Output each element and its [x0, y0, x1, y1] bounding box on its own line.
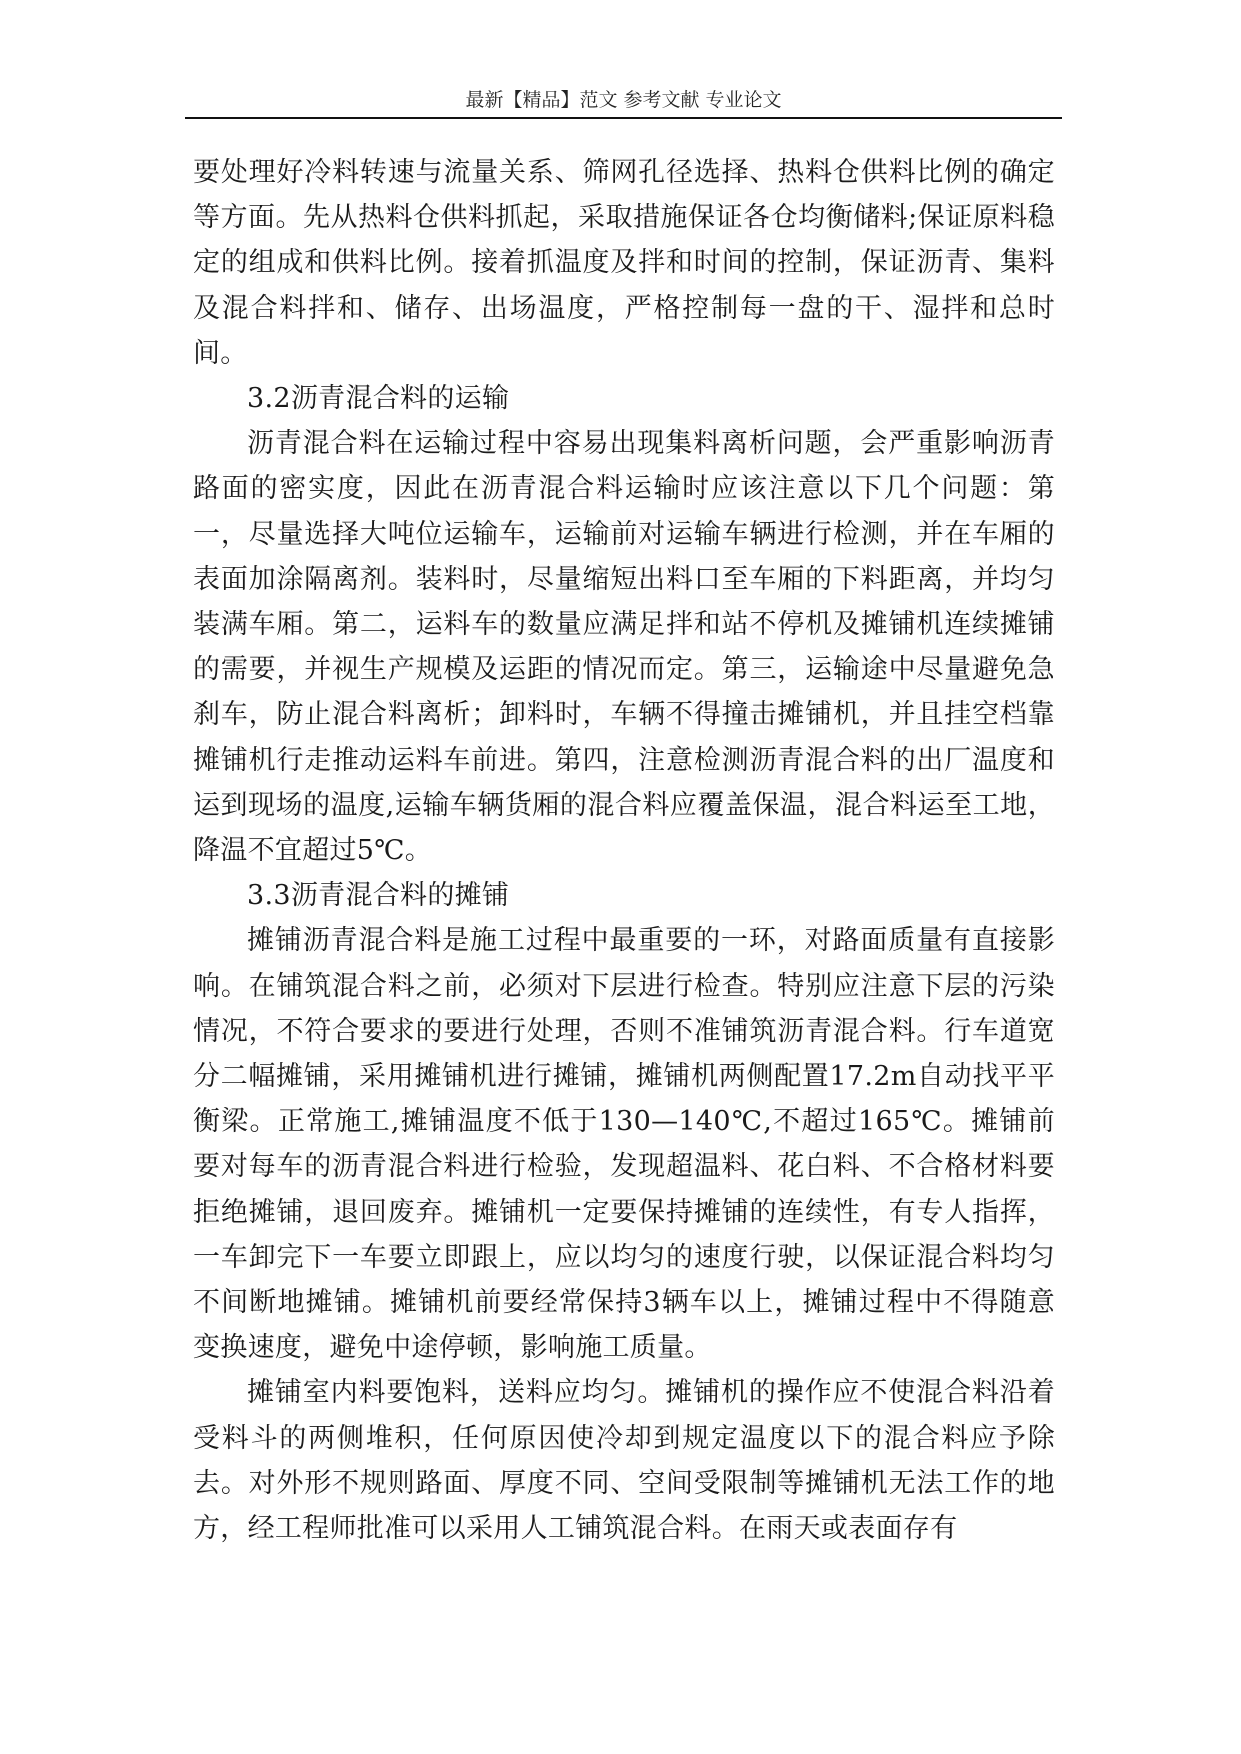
document-body: [193, 150, 1055, 1551]
page-header: 最新【精品】范文 参考文献 专业论文: [465, 89, 782, 111]
section-heading-3-3: 3.3沥青混合料的摊铺: [247, 880, 510, 912]
paragraph-continuation: 要处理好冷料转速与流量关系、筛网孔径选择、热料仓供料比例的确定等方面。先从热料仓供料抓起，采取措施保证各仓均衡储料;保证原料稳定的组成和供料比例。接着抓温度及拌和时间的控制，保证沥青、集料及混合料拌和、储存、出场温度，严格控制每一盘的干、湿拌和总时间。: [193, 157, 1055, 369]
section-heading-3-2: 3.2沥青混合料的运输: [247, 383, 510, 415]
paragraph-paving-continued: 摊铺室内料要饱料，送料应均匀。摊铺机的操作应不使混合料沿着受料斗的两侧堆积，任何原因使冷却到规定温度以下的混合料应予除去。对外形不规则路面、厚度不同、空间受限制等摊铺机无法工作的地方，经工程师批准可以采用人工铺筑混合料。在雨天或表面存有: [193, 1377, 1055, 1545]
paragraph-transport: 沥青混合料在运输过程中容易出现集料离析问题，会严重影响沥青路面的密实度，因此在沥青混合料运输时应该注意以下几个问题：第一，尽量选择大吨位运输车，运输前对运输车辆进行检测，并在车厢的表面加涂隔离剂。装料时，尽量缩短出料口至车厢的下料距离，并均匀装满车厢。第二，运料车的数量应满足拌和站不停机及摊铺机连续摊铺的需要，并视生产规模及运距的情况而定。第三，运输途中尽量避免急刹车，防止混合料离析；卸料时，车辆不得撞击摊铺机，并且挂空档靠摊铺机行走推动运料车前进。第四，注意检测沥青混合料的出厂温度和运到现场的温度,运输车辆货厢的混合料应覆盖保温，混合料运至工地，降温不宜超过5℃。: [193, 428, 1055, 867]
paragraph-paving: 摊铺沥青混合料是施工过程中最重要的一环，对路面质量有直接影响。在铺筑混合料之前，必须对下层进行检查。特别应注意下层的污染情况，不符合要求的要进行处理，否则不准铺筑沥青混合料。行车道宽分二幅摊铺，采用摊铺机进行摊铺，摊铺机两侧配置17.2m自动找平平衡梁。正常施工,摊铺温度不低于130—140℃,不超过165℃。摊铺前要对每车的沥青混合料进行检验，发现超温料、花白料、不合格材料要拒绝摊铺，退回废弃。摊铺机一定要保持摊铺的连续性，有专人指挥，一车卸完下一车要立即跟上，应以均匀的速度行驶，以保证混合料均匀不间断地摊铺。摊铺机前要经常保持3辆车以上，摊铺过程中不得随意变换速度，避免中途停顿，影响施工质量。: [193, 925, 1055, 1364]
header-divider: [185, 117, 1062, 119]
